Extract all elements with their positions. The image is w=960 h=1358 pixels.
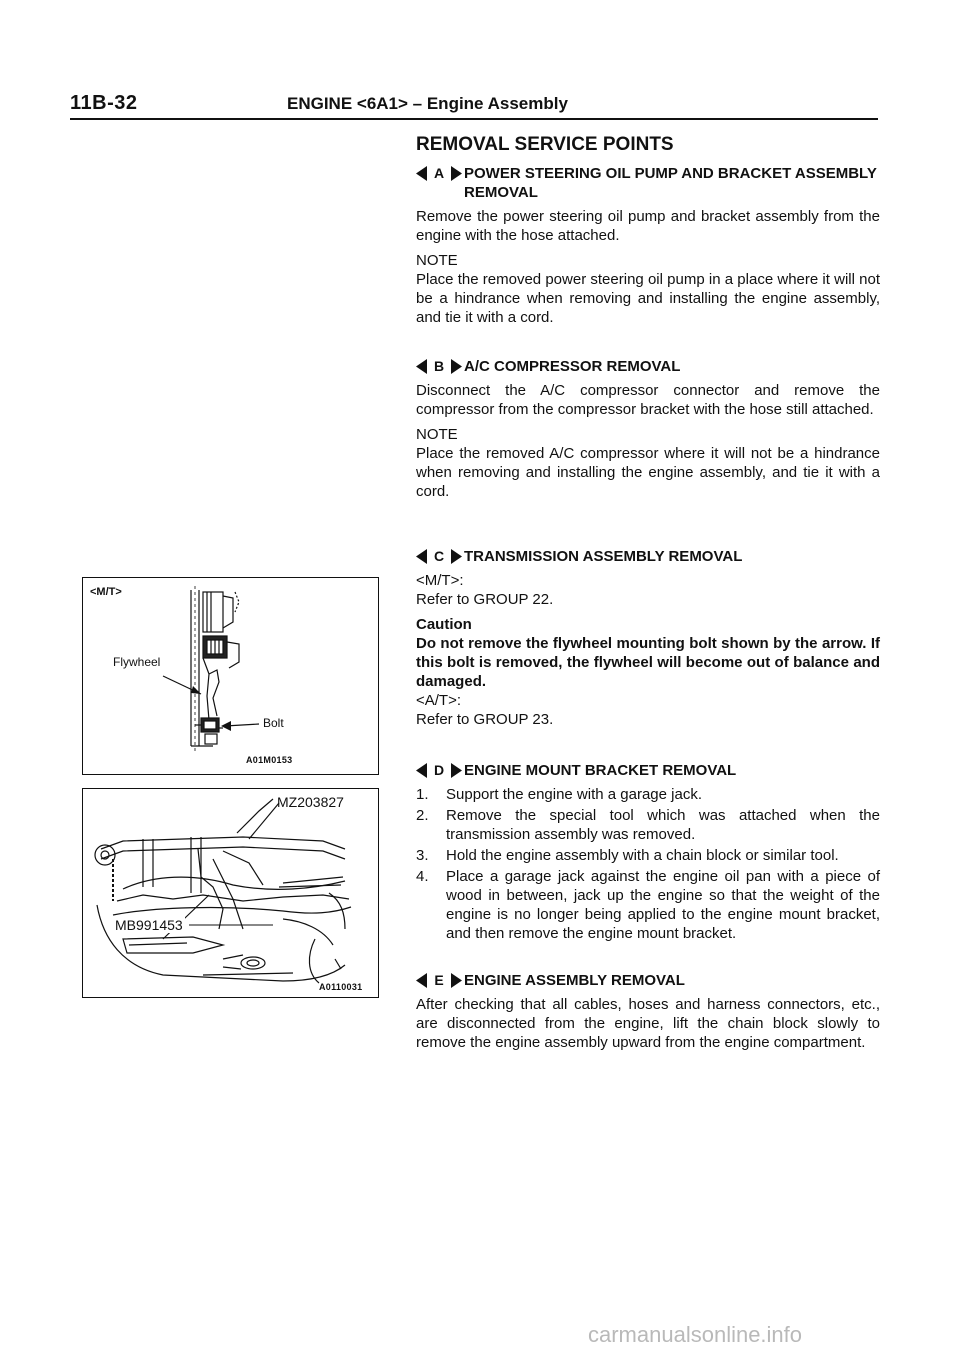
section-a-title: POWER STEERING OIL PUMP AND BRACKET ASSEMBLY REMOVAL [464,165,877,201]
main-title: REMOVAL SERVICE POINTS [416,134,674,155]
section-d-title: ENGINE MOUNT BRACKET REMOVAL [464,762,737,779]
section-e-title: ENGINE ASSEMBLY REMOVAL [464,972,685,989]
flywheel-drawing [83,578,378,774]
section-a-heading [416,164,880,202]
caution-text: Do not remove the flywheel mounting bolt shown by the arrow. If this bolt is removed, the flywheel will become out of balance and damaged. [416,635,880,690]
section-marker-letter: D [433,762,445,778]
fig2-code: A0110031 [319,982,363,992]
list-item: 1. Support the engine with a garage jack. [416,786,703,803]
section-d-steps [416,785,880,943]
section-e-body: After checking that all cables, hoses and harness connectors, etc., are disconnected from the engine, lift the chain block slowly to remove the engine assembly upward from the engine compartment. [416,996,880,1051]
section-marker-b [416,358,462,375]
section-c-mt-text: Refer to GROUP 22. [416,591,554,608]
section-marker-c [416,548,462,565]
engine-tool-figure [82,788,379,998]
section-b-title: A/C COMPRESSOR REMOVAL [464,358,681,375]
section-d-heading [416,761,880,780]
page-number: 11B-32 [70,92,138,114]
section-marker-letter: C [433,548,445,564]
page-header [70,92,878,120]
list-item: 2. Remove the special tool which was attached when the transmission assembly was removed. [416,807,880,843]
section-b-body: Disconnect the A/C compressor connector and remove the compressor from the compressor bracket with the hose still attached. [416,382,880,418]
fig1-tag: <M/T> [90,586,122,598]
section-c-title: TRANSMISSION ASSEMBLY REMOVAL [464,548,743,565]
main-content [416,134,880,1058]
list-item: 4. Place a garage jack against the engine oil pan with a piece of wood in between, jack up the engine so that the weight of the engine is no longer being applied to the engine mount bracket, and then remove the engine mount bracket. [416,868,880,942]
engine-tool-drawing [83,789,378,997]
section-marker-e [416,972,462,989]
section-c-heading [416,547,880,566]
section-marker-letter: E [434,972,444,988]
header-title: ENGINE <6A1> – Engine Assembly [287,94,568,113]
section-marker-a [416,165,462,182]
section-marker-letter: A [433,165,445,181]
section-c-at-label: <A/T>: [416,692,462,709]
section-a-note: Place the removed power steering oil pump in a place where it will not be a hindrance when removing and installing the engine assembly, and tie it with a cord. [416,271,880,326]
tool-label-mb991453: MB991453 [115,917,183,933]
section-b-note: Place the removed A/C compressor where it will not be a hindrance when removing and installing the engine assembly, and tie it with a cord. [416,445,880,500]
caution-label: Caution [416,616,472,633]
header-divider [70,118,878,120]
flywheel-figure [82,577,379,775]
section-marker-letter: B [433,358,445,374]
fig1-code: A01M0153 [246,755,293,765]
section-a-note-label: NOTE [416,252,458,269]
section-c-at-text: Refer to GROUP 23. [416,711,554,728]
tool-label-mz203827: MZ203827 [277,794,344,810]
section-b-note-label: NOTE [416,426,458,443]
section-c-mt-label: <M/T>: [416,572,464,589]
section-a-body: Remove the power steering oil pump and bracket assembly from the engine with the hose attached. [416,208,880,244]
watermark: carmanualsonline.info [588,1322,803,1347]
bolt-label: Bolt [263,716,284,730]
section-e-heading [416,971,880,990]
list-item: 3. Hold the engine assembly with a chain block or similar tool. [416,847,839,864]
section-marker-d [416,762,462,779]
section-b-heading [416,357,880,376]
flywheel-label: Flywheel [113,655,161,669]
